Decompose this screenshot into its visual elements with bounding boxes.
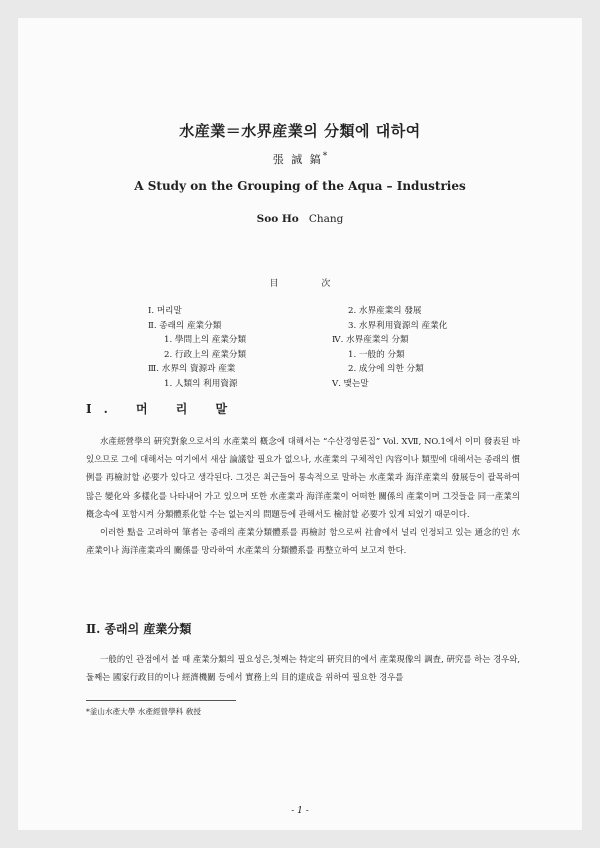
toc-item: Ⅲ. 水界의 資源과 産業 [148, 364, 236, 374]
toc-item: Ⅴ. 맺는말 [332, 378, 369, 389]
toc-item: Ⅰ. 머리말 [148, 306, 182, 316]
toc-right-column [332, 304, 447, 391]
paragraph: 一般的인 관점에서 볼 때 產業分類의 필요성은,첫째는 特定의 硏究目的에서 產業現像의 調査, 硏究를 하는 경우와, 둘째는 國家行政目的이나 經濟機關 등에서 實務上의 目的達成을 위하여 필요한 경우를 [86, 654, 520, 683]
toc-item: 2. 水界産業의 發展 [348, 306, 422, 316]
toc-item: Ⅳ. 水界産業의 分類 [332, 335, 409, 345]
author-name-text: 張 誠 鎬 [272, 153, 323, 166]
toc-item: 1. 學問上의 産業分類 [164, 335, 247, 345]
author-footnote-mark: * [322, 151, 328, 162]
toc-item: 2. 成分에 의한 分類 [348, 364, 424, 374]
toc-item: 1. 人類의 利用資源 [164, 378, 238, 389]
toc-item: 1. 一般的 分類 [348, 349, 405, 360]
footnote: *釜山水產大學 水產經營學科 敎授 [86, 707, 201, 716]
author-first: Soo [256, 213, 279, 225]
section-heading-introduction: Ⅰ. 머 리 말 [86, 402, 240, 416]
section-introduction-body [86, 432, 520, 559]
toc-heading: 目 次 [269, 279, 331, 289]
document-page [18, 18, 582, 830]
toc-item: 2. 行政上의 産業分類 [164, 349, 247, 360]
toc-item: Ⅱ. 종래의 産業分類 [148, 320, 222, 331]
english-author [18, 213, 582, 225]
paper-title: 水産業＝水界産業의 分類에 대하여 [179, 122, 421, 140]
author-name [18, 151, 582, 167]
section-heading-classification: Ⅱ. 종래의 産業分類 [86, 622, 192, 636]
author-last: Chang [308, 213, 344, 225]
section-classification-body [86, 650, 520, 686]
author-middle: Ho [281, 213, 299, 225]
page-number: - 1 - [291, 806, 309, 816]
toc-left-column [148, 304, 246, 391]
english-title: A Study on the Grouping of the Aqua – Industries [134, 179, 466, 193]
paragraph: 이러한 點을 고려하여 筆者는 종래의 產業分類體系를 再檢討 함으로써 社會에서 널리 인정되고 있는 通念的인 水產業이나 海洋產業과의 關係를 망라하여 水產業의 分類體系를 再整立하여 보고져 한다. [86, 527, 520, 556]
footnote-divider [86, 700, 236, 701]
paragraph: 水產經營學의 硏究對象으로서의 水產業의 槪念에 대해서는 “수산경영론집” Vol. ⅩⅦ, NO.1에서 이미 發表된 바 있으므로 그에 대해서는 여기에서 새삼 論議할 필요가 없으나, 水產業의 구체적인 內容이나 類型에 대해서는 종래의 慣例를 再檢討할 必要가 있다고 생각된다. 그것은 최근들어 통속적으로 말하는 水產業과 海洋產業의 發展등이 괄목하여 많은 變化와 多樣化를 나타내어 가고 있으며 또한 水產業과 海洋產業이 어떠한 關係의 產業이며 그것들을 同一產業의 槪念속에 포함시켜 分類體系化할 수는 없는지의 問題등에 관해서도 檢討할 必要가 있게 되었기 때문이다. [86, 436, 520, 519]
toc-item: 3. 水界利用資源의 産業化 [348, 320, 448, 331]
